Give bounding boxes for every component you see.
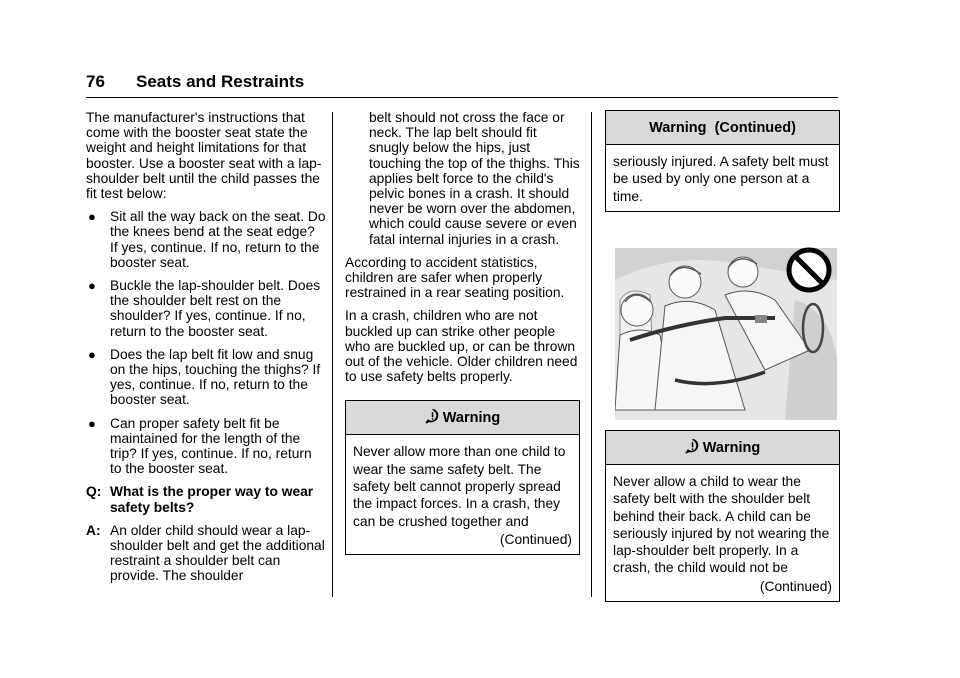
warning-text-2: Never allow a child to wear the safety belt with the shoulder belt behind their back. A child can be seriously injured by not wearing the lap-shoulder belt properly. In a crash, the child would not be (613, 474, 830, 576)
warning-title: Warning (442, 410, 501, 427)
list-item-text: Sit all the way back on the seat. Do the knees bend at the seat edge? If yes, continue. If no, return to the booster seat. (110, 209, 326, 270)
list-item-text: Can proper safety belt fit be maintained for the length of the trip? If yes, continue. If no, return to the booster seat. (110, 415, 312, 477)
page-number: 76 (86, 72, 105, 91)
warning-header-2 (606, 431, 839, 465)
warning-icon (685, 438, 700, 454)
column-3-lower (605, 430, 840, 602)
warning-body (346, 435, 579, 554)
warning-title-2: Warning (702, 440, 761, 456)
column-2 (345, 110, 580, 555)
warning-icon (425, 408, 440, 424)
continued-label: (Continued) (499, 531, 572, 547)
bullet-icon: ● (88, 209, 96, 225)
warning-continued-box (605, 110, 840, 212)
bullet-icon: ● (88, 346, 96, 362)
paragraph-statistics: According to accident statistics, children are safer when properly restrained in a rear seating position. (345, 254, 565, 301)
warning-box-2 (605, 430, 840, 602)
warning-continued-text: seriously injured. A safety belt must be used by only one person at a time. (613, 154, 829, 204)
column-divider-2 (591, 112, 592, 597)
warning-text: Never allow more than one child to wear the same safety belt. The safety belt cannot properly spread the impact forces. In a crash, they can be crushed together and (353, 444, 566, 529)
warning-header (346, 401, 579, 435)
illustration-children-sharing-belt (615, 240, 837, 420)
list-item-text: Does the lap belt fit low and snug on the hips, touching the thighs? If yes, continue. If no, return to the booster seat. (110, 346, 321, 408)
page-header (86, 70, 838, 98)
list-item (86, 347, 326, 408)
continued-label-2: (Continued) (759, 578, 832, 594)
bullet-icon: ● (88, 415, 96, 431)
answer-continued: belt should not cross the face or neck. The lap belt should fit snugly below the hips, just touching the top of the thighs. This applies belt force to the child's pelvic bones in a crash. It should never be worn over the abdomen, which could cause severe or even fatal internal injuries in a crash. (369, 110, 580, 247)
question-label: Q: (86, 484, 102, 500)
warning-box (345, 400, 580, 555)
answer-block (86, 523, 326, 584)
list-item (86, 209, 326, 270)
list-item (86, 416, 326, 477)
answer-text: An older child should wear a lap-shoulder belt and get the additional restraint a shoulder belt can provide. The shoulder (110, 522, 325, 584)
list-item (86, 278, 326, 339)
section-title: Seats and Restraints (136, 72, 305, 91)
warning-continued-body (606, 145, 839, 211)
column-3 (605, 110, 840, 212)
question-text: What is the proper way to wear safety belts? (110, 484, 314, 515)
answer-label: A: (86, 522, 101, 538)
warning-body-2 (606, 465, 839, 601)
question-block (86, 484, 326, 514)
warning-continued-header: Warning (Continued) (606, 111, 839, 145)
fit-test-list (86, 209, 326, 476)
intro-paragraph: The manufacturer's instructions that come with the booster seat state the weight and height limitations for that booster. Use a booster seat with a lap-shoulder belt until the child passes the fit test below: (86, 110, 322, 202)
column-1 (86, 110, 326, 592)
paragraph-crash: In a crash, children who are not buckled up can strike other people who are buckled up, or can be thrown out of the vehicle. Older children need to use safety belts properly. (345, 308, 578, 385)
list-item-text: Buckle the lap-shoulder belt. Does the shoulder belt rest on the shoulder? If yes, continue. If no, return to the booster seat. (110, 278, 321, 339)
column-divider-1 (332, 112, 333, 597)
bullet-icon: ● (88, 278, 96, 294)
